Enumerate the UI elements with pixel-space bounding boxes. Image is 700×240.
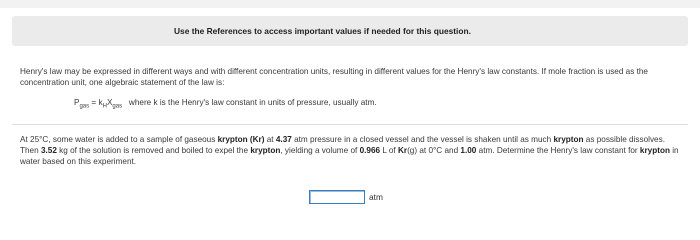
formula-description: where k is the Henry's law constant in units of pressure, usually atm. (128, 98, 377, 107)
formula-k-sub: H (102, 103, 107, 110)
formula-x-sub: gas (112, 103, 123, 110)
section-divider (12, 124, 688, 125)
answer-row (309, 188, 383, 206)
answer-input[interactable] (309, 190, 365, 204)
answer-unit: atm (369, 192, 383, 202)
references-notice: Use the References to access important values if needed for this question. (174, 26, 471, 36)
formula-x: X (106, 98, 113, 107)
formula-eq: = (89, 98, 99, 107)
problem-paragraph: At 25°C, some water is added to a sample of gaseous krypton (Kr) at 4.37 atm pressure in a closed vessel and the vessel is shaken until as much krypton as possible dissolves. Then 3.52 kg of the solution is removed and boiled to expel the krypton, yielding a volume of 0.966 L of Kr(g) at 0°C and 1.00 atm. Determine the Henry's law constant for krypton in water based on this experiment. (20, 135, 679, 166)
formula-p: P (74, 98, 80, 107)
formula-p-sub: gas (79, 103, 90, 110)
formula-k: k (98, 98, 103, 107)
henry-law-formula (74, 98, 377, 110)
intro-paragraph: Henry's law may be expressed in different ways and with different concentration units, resulting in different values for the Henry's law constants. If mole fraction is used as the concentration unit, one algebraic statement of the law is: (20, 67, 648, 87)
top-strip (0, 0, 700, 8)
